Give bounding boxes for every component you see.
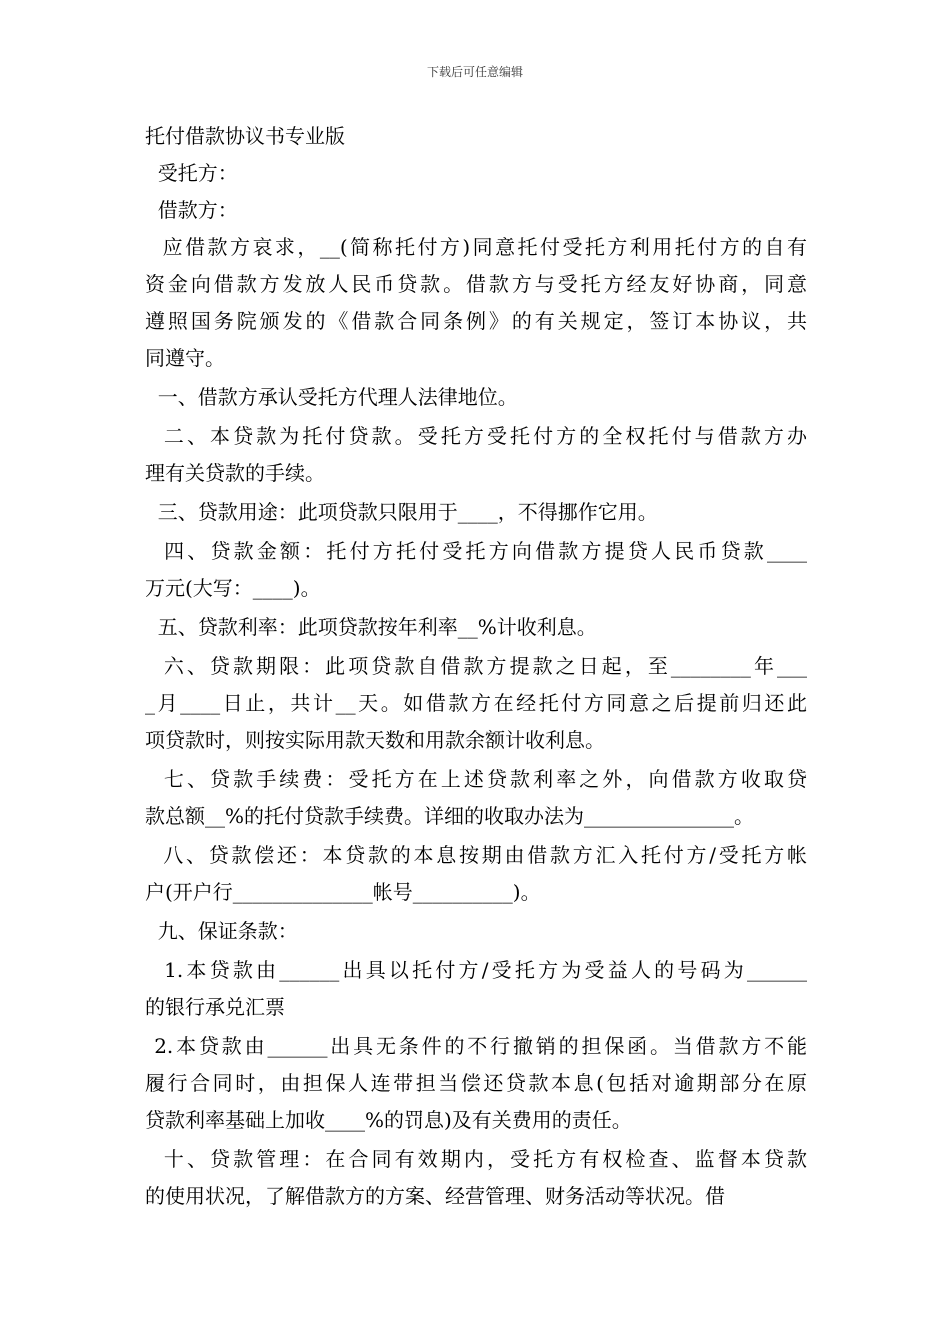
paragraph-line: 遵照国务院颁发的《借款合同条例》的有关规定，签订本协议，共 xyxy=(145,309,807,333)
paragraph-line: 理有关贷款的手续。 xyxy=(145,461,325,485)
paragraph-line: 1.本贷款由______出具以托付方/受托方为受益人的号码为______ xyxy=(145,958,807,982)
paragraph-line: 四、贷款金额：托付方托付受托方向借款方提贷人民币贷款____ xyxy=(145,539,807,563)
paragraph-line: 履行合同时，由担保人连带担当偿还贷款本息(包括对逾期部分在原 xyxy=(145,1071,807,1095)
paragraph xyxy=(145,533,807,607)
document-body xyxy=(145,118,807,1215)
paragraph-line: 十、贷款管理：在合同有效期内，受托方有权检查、监督本贷款 xyxy=(145,1147,807,1171)
paragraph-line: 七、贷款手续费：受托方在上述贷款利率之外，向借款方收取贷 xyxy=(145,767,807,791)
paragraph-line: 应借款方哀求，__(简称托付方)同意托付受托方利用托付方的自有 xyxy=(145,235,808,259)
page-header: 下载后可任意编辑 xyxy=(426,65,523,79)
paragraph-line: 八、贷款偿还：本贷款的本息按期由借款方汇入托付方/受托方帐 xyxy=(145,843,807,867)
paragraph-line: 二、本贷款为托付贷款。受托方受托付方的全权托付与借款方办 xyxy=(145,424,807,448)
paragraph xyxy=(145,229,807,377)
document-title: 托付借款协议书专业版 xyxy=(145,124,345,148)
paragraph-line: 同遵守。 xyxy=(145,346,225,370)
paragraph xyxy=(145,952,807,1026)
paragraph xyxy=(145,418,807,492)
paragraph-line: 受托方： xyxy=(145,161,238,185)
paragraph-line: _月____日止，共计__天。如借款方在经托付方同意之后提前归还此 xyxy=(145,691,807,715)
paragraph xyxy=(145,1028,807,1139)
paragraph-line: 资金向借款方发放人民币贷款。借款方与受托方经友好协商，同意 xyxy=(145,272,807,296)
paragraph-line: 的使用状况，了解借款方的方案、经营管理、财务活动等状况。借 xyxy=(145,1184,725,1208)
paragraph-line: 的银行承兑汇票 xyxy=(145,995,285,1019)
paragraph-line: 一、借款方承认受托方代理人法律地位。 xyxy=(145,385,518,409)
paragraph-line: 借款方： xyxy=(145,198,238,222)
paragraph-line: 五、贷款利率：此项贷款按年利率__%计收利息。 xyxy=(145,615,597,639)
paragraph xyxy=(145,913,807,950)
paragraph xyxy=(145,155,807,192)
paragraph-list xyxy=(145,155,807,1215)
paragraph xyxy=(145,192,807,229)
paragraph xyxy=(145,1141,807,1215)
paragraph xyxy=(145,609,807,646)
paragraph-line: 2.本贷款由______出具无条件的不行撤销的担保函。当借款方不能 xyxy=(145,1034,807,1058)
paragraph-line: 六、贷款期限：此项贷款自借款方提款之日起，至________年___ xyxy=(145,654,808,678)
paragraph xyxy=(145,494,807,531)
paragraph-line: 户(开户行______________帐号__________)。 xyxy=(145,880,541,904)
paragraph xyxy=(145,761,807,835)
paragraph-line: 款总额__%的托付贷款手续费。详细的收取办法为_______________。 xyxy=(145,804,755,828)
paragraph xyxy=(145,648,807,759)
paragraph-line: 贷款利率基础上加收____%的罚息)及有关费用的责任。 xyxy=(145,1108,632,1132)
paragraph xyxy=(145,379,807,416)
paragraph xyxy=(145,837,807,911)
paragraph-line: 万元(大写：____)。 xyxy=(145,576,321,600)
paragraph-line: 项贷款时，则按实际用款天数和用款余额计收利息。 xyxy=(145,728,605,752)
paragraph-line: 三、贷款用途：此项贷款只限用于____，不得挪作它用。 xyxy=(145,500,658,524)
paragraph-line: 九、保证条款： xyxy=(145,919,298,943)
